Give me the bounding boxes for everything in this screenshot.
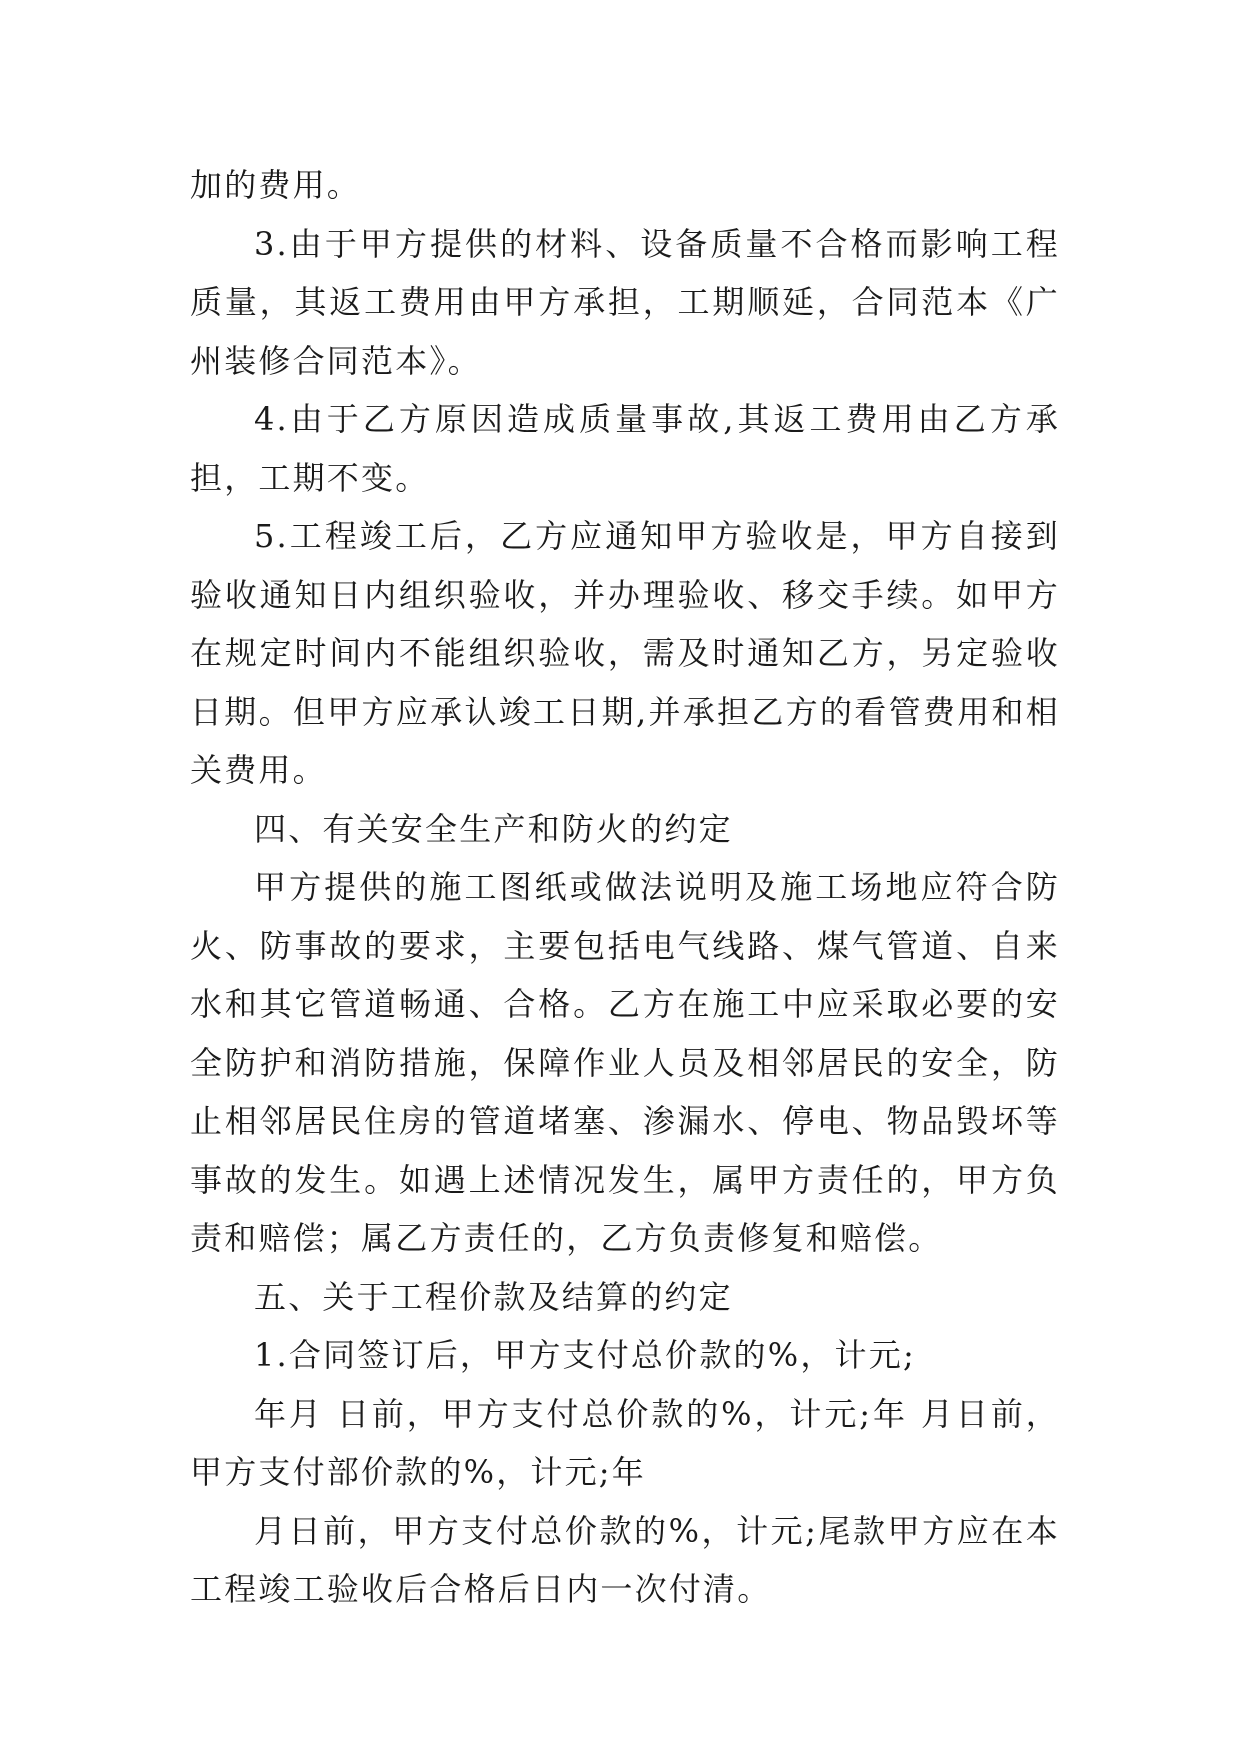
section-heading-safety: 四、有关安全生产和防火的约定 [254,809,733,848]
section-heading-payment: 五、关于工程价款及结算的约定 [254,1277,733,1316]
paragraph-fee-end: 加的费用。 [190,166,362,204]
document-body [190,156,1060,1619]
paragraph-payment-1: 1.合同签订后，甲方支付总价款的%，计元; [254,1336,916,1374]
paragraph-safety: 甲方提供的施工图纸或做法说明及施工场地应符合防火、防事故的要求，主要包括电气线路、煤气管道、自来水和其它管道畅通、合格。乙方在施工中应采取必要的安全防护和消防措施，保障作业人员及相邻居民的安全，防止相邻居民住房的管道堵塞、渗漏水、停电、物品毁坏等事故的发生。如遇上述情况发生，属甲方责任的，甲方负责和赔偿；属乙方责任的，乙方负责修复和赔偿。 [190,868,1060,1257]
paragraph-payment-3: 月日前，甲方支付总价款的%，计元;尾款甲方应在本工程竣工验收后合格后日内一次付清。 [190,1511,1060,1608]
paragraph-clause-5: 5.工程竣工后，乙方应通知甲方验收是，甲方自接到验收通知日内组织验收，并办理验收、移交手续。如甲方在规定时间内不能组织验收，需及时通知乙方，另定验收日期。但甲方应承认竣工日期,并承担乙方的看管费用和相关费用。 [190,517,1060,789]
paragraph-clause-4: 4.由于乙方原因造成质量事故,其返工费用由乙方承担，工期不变。 [190,400,1060,497]
paragraph-payment-2: 年月 日前，甲方支付总价款的%，计元;年 月日前，甲方支付部价款的%，计元;年 [190,1394,1060,1491]
paragraph-clause-3: 3.由于甲方提供的材料、设备质量不合格而影响工程质量，其返工费用由甲方承担，工期顺延，合同范本《广州装修合同范本》。 [190,224,1060,380]
